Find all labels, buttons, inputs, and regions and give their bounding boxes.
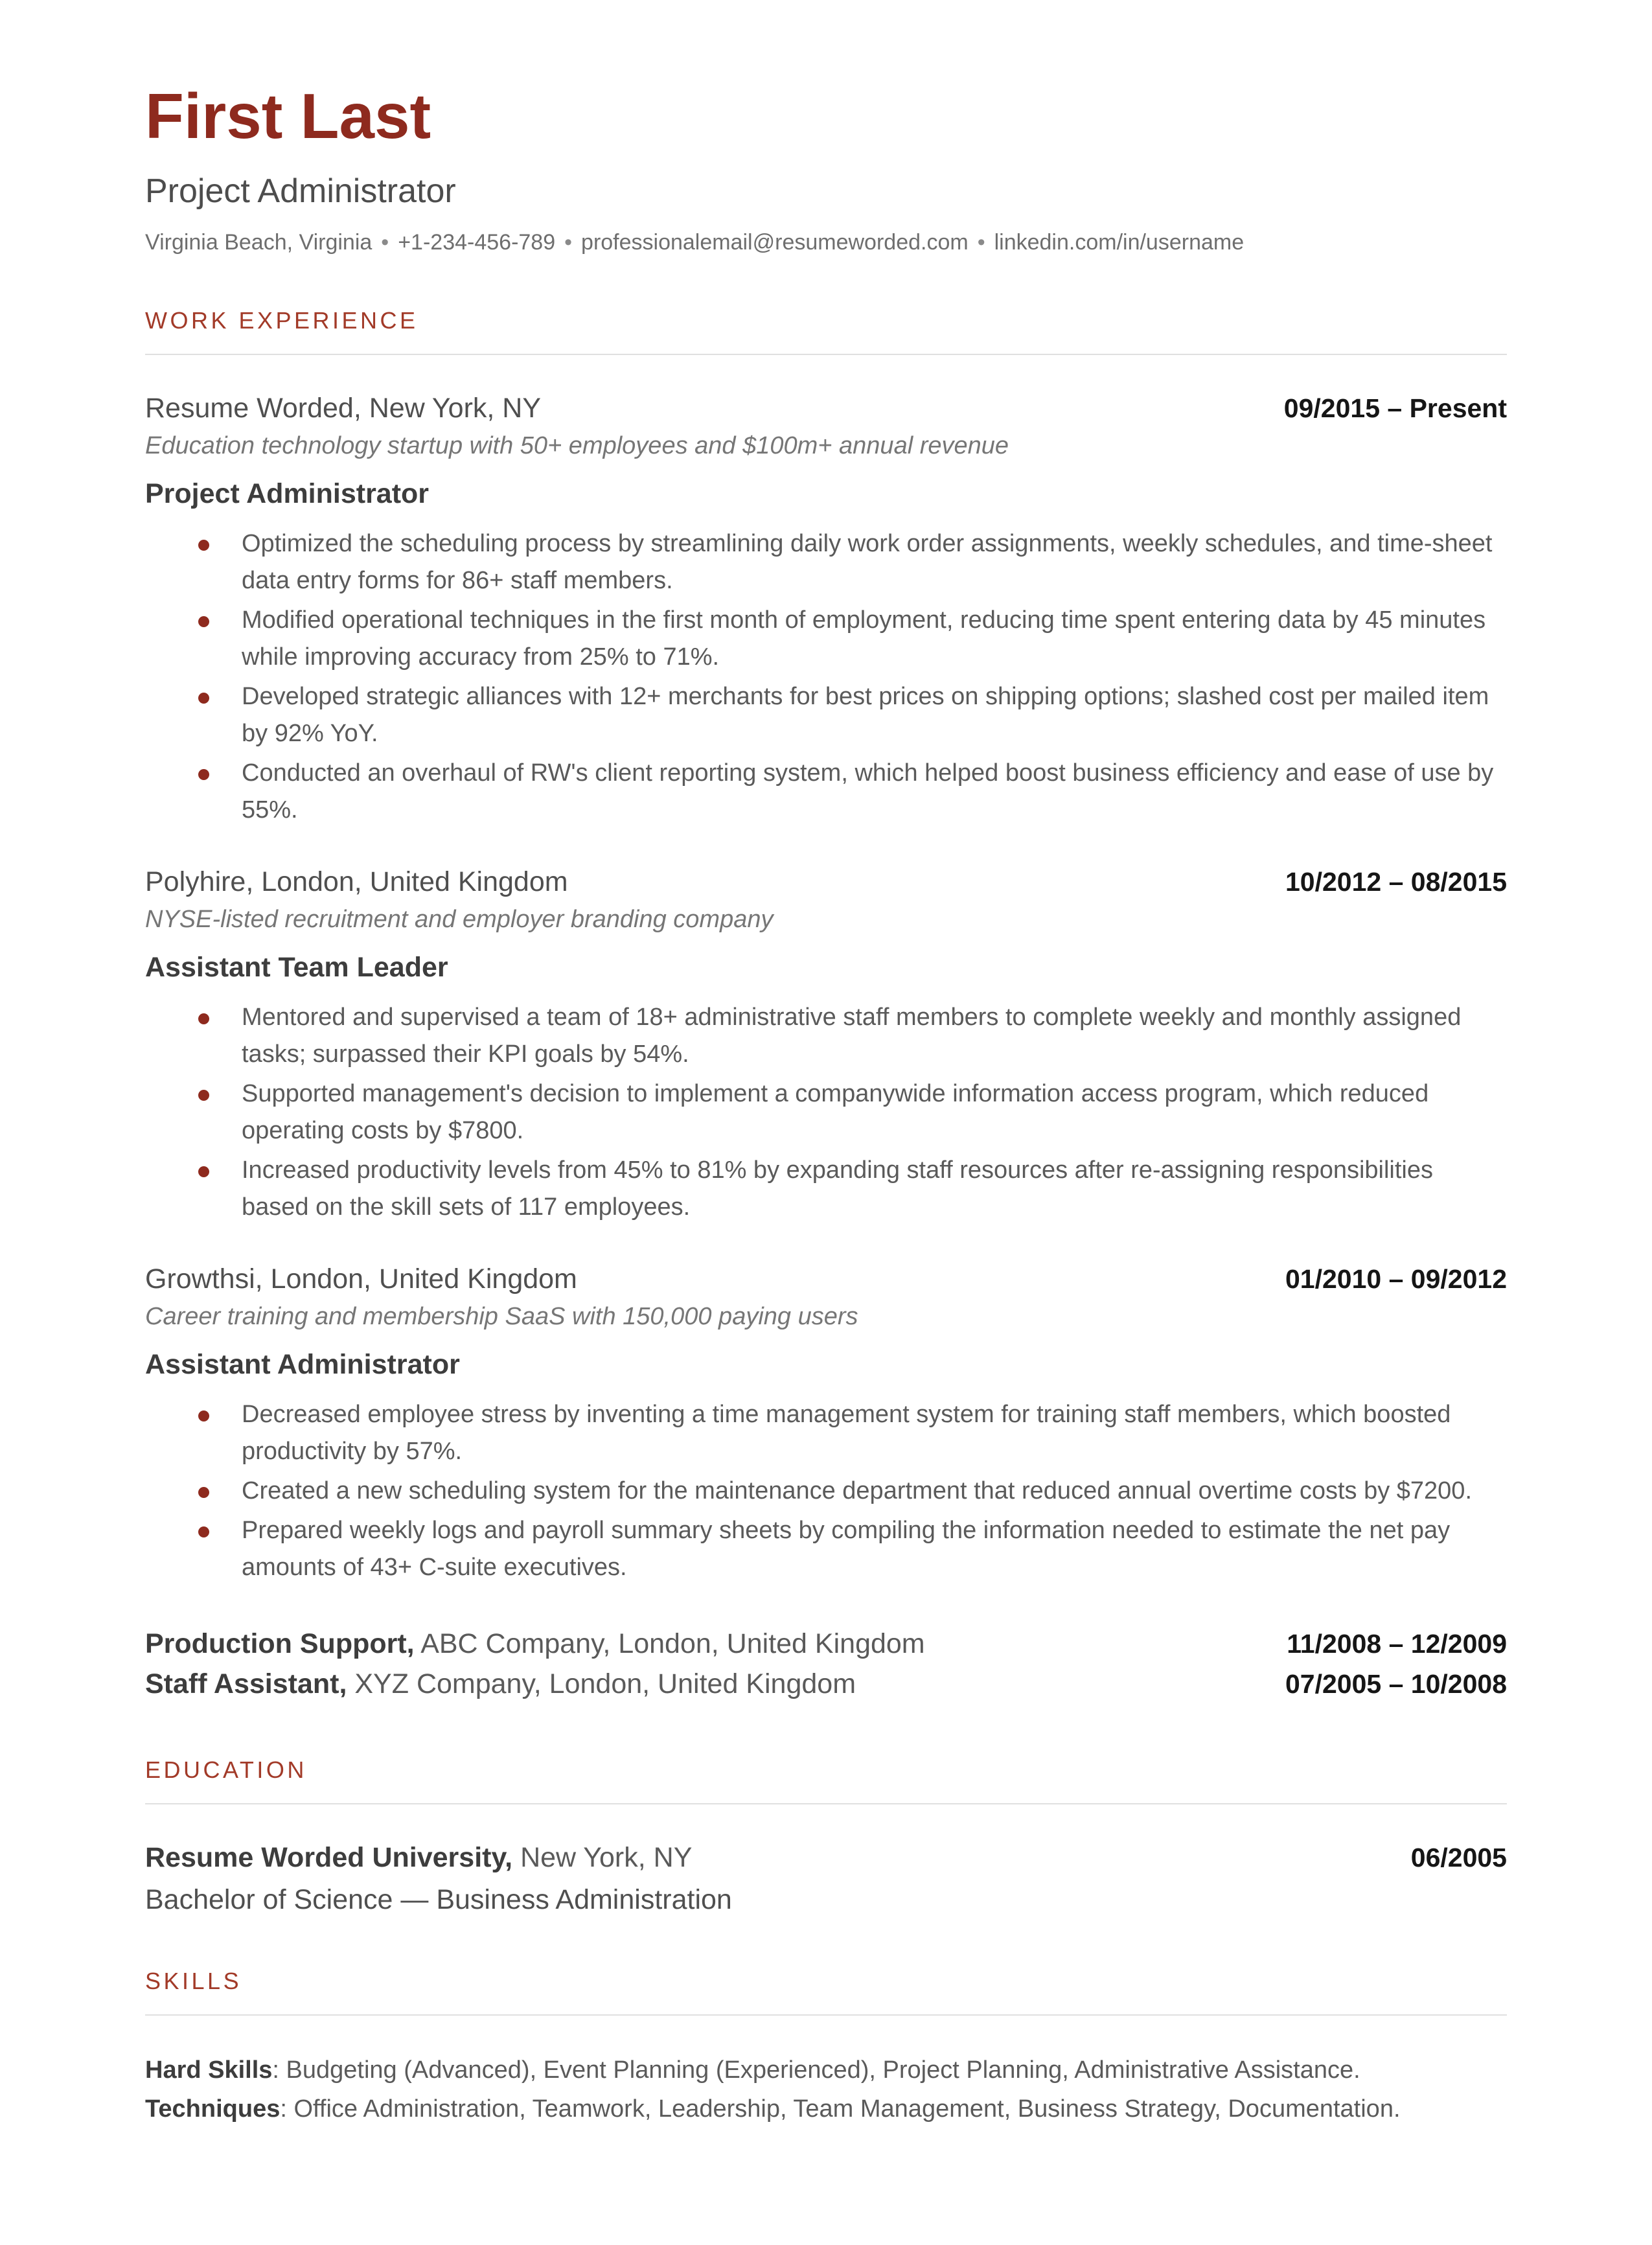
work-experience-heading: WORK EXPERIENCE [145, 306, 419, 334]
job-dates: 01/2010 – 09/2012 [1285, 1263, 1507, 1294]
person-name: First Last [145, 80, 431, 152]
company-description: Education technology startup with 50+ employees and $100m+ annual revenue [145, 432, 1009, 459]
job-title: Assistant Administrator [145, 1348, 460, 1380]
section-education [145, 1756, 1507, 1916]
bullet-item: Decreased employee stress by inventing a time management system for training staff members, which boosted productivity by 57%. [145, 1396, 1507, 1470]
degree: Bachelor of Science — Business Administration [145, 1883, 732, 1915]
job-dates: 11/2008 – 12/2009 [1287, 1628, 1507, 1659]
skill-category-label: Techniques [145, 2095, 281, 2123]
bullet-item: Conducted an overhaul of RW's client reporting system, which helped boost business efficiency and ease of use by 55%. [145, 755, 1507, 829]
job-title: Assistant Team Leader [145, 951, 448, 983]
person-title: Project Administrator [145, 172, 456, 210]
earlier-role-company: XYZ Company, London, United Kingdom [347, 1668, 856, 1700]
job-title: Project Administrator [145, 478, 430, 509]
contact-separator-dot: • [564, 229, 573, 255]
company-description: NYSE-listed recruitment and employer branding company [145, 905, 774, 933]
contact-phone: +1-234-456-789 [398, 229, 556, 255]
job-entry-header [145, 1263, 1507, 1295]
bullet-item: Optimized the scheduling process by streamlining daily work order assignments, weekly schedules, and time-sheet data entry forms for 86+ staff members. [145, 525, 1507, 599]
job-entry [145, 1263, 1507, 1586]
job-entry [145, 393, 1507, 829]
contact-separator-dot: • [977, 229, 985, 255]
job-bullet-list [145, 525, 1507, 829]
earlier-role-text [145, 1624, 925, 1664]
contact-separator-dot: • [381, 229, 389, 255]
bullet-item: Mentored and supervised a team of 18+ administrative staff members to complete weekly and monthly assigned tasks; surpassed their KPI goals by 54%. [145, 999, 1507, 1073]
job-dates: 09/2015 – Present [1283, 393, 1507, 423]
education-heading: EDUCATION [145, 1756, 307, 1783]
skill-row [145, 2051, 1507, 2090]
job-bullet-list [145, 999, 1507, 1226]
job-dates: 07/2005 – 10/2008 [1285, 1669, 1507, 1699]
skills-heading: SKILLS [145, 1967, 242, 1994]
job-entry-header [145, 866, 1507, 898]
skill-list: : Office Administration, Teamwork, Leadership, Team Management, Business Strategy, Documentation. [280, 2095, 1401, 2123]
contact-linkedin: linkedin.com/in/username [994, 229, 1245, 255]
skill-row [145, 2090, 1507, 2128]
skill-category-label: Hard Skills [145, 2056, 273, 2084]
earlier-role-title: Staff Assistant, [145, 1668, 347, 1700]
skills-block [145, 2051, 1507, 2128]
school-name-bold: Resume Worded University, [145, 1841, 513, 1873]
bullet-item: Supported management's decision to implement a companywide information access program, which reduced operating costs by $7800. [145, 1076, 1507, 1149]
section-skills [145, 1968, 1507, 2128]
company-name: Polyhire, London, United Kingdom [145, 866, 568, 897]
company-name: Resume Worded, New York, NY [145, 392, 542, 424]
job-bullet-list [145, 1396, 1507, 1586]
school-name [145, 1842, 692, 1874]
section-divider [145, 354, 1507, 355]
earlier-role-row [145, 1664, 1507, 1704]
contact-line [145, 230, 1507, 255]
bullet-item: Created a new scheduling system for the maintenance department that reduced annual overtime costs by $7200. [145, 1473, 1507, 1510]
section-divider [145, 1803, 1507, 1804]
school-location: New York, NY [512, 1841, 693, 1873]
contact-email: professionalemail@resumeworded.com [581, 229, 969, 255]
education-dates: 06/2005 [1410, 1842, 1507, 1872]
bullet-item: Prepared weekly logs and payroll summary sheets by compiling the information needed to estimate the net pay amounts of 43+ C-suite executives. [145, 1512, 1507, 1586]
section-divider [145, 2014, 1507, 2016]
company-name: Growthsi, London, United Kingdom [145, 1263, 577, 1295]
bullet-item: Modified operational techniques in the first month of employment, reducing time spent entering data by 45 minutes while improving accuracy from 25% to 71%. [145, 602, 1507, 676]
education-entry-header [145, 1842, 1507, 1874]
section-work-experience [145, 307, 1507, 1705]
job-entry [145, 866, 1507, 1226]
bullet-item: Developed strategic alliances with 12+ merchants for best prices on shipping options; slashed cost per mailed item by 92% YoY. [145, 678, 1507, 752]
bullet-item: Increased productivity levels from 45% to 81% by expanding staff resources after re-assigning responsibilities based on the skill sets of 117 employees. [145, 1152, 1507, 1226]
company-description: Career training and membership SaaS with 150,000 paying users [145, 1302, 858, 1330]
resume-header [145, 80, 1507, 255]
skill-list: : Budgeting (Advanced), Event Planning (Experienced), Project Planning, Administrative Assistance. [272, 2056, 1360, 2084]
job-dates: 10/2012 – 08/2015 [1285, 866, 1507, 897]
earlier-role-row [145, 1624, 1507, 1664]
earlier-role-company: ABC Company, London, United Kingdom [414, 1628, 925, 1659]
earlier-role-text [145, 1664, 856, 1704]
contact-location: Virginia Beach, Virginia [145, 229, 373, 255]
education-entry [145, 1842, 1507, 1916]
job-entry-header [145, 393, 1507, 424]
earlier-role-title: Production Support, [145, 1628, 415, 1659]
earlier-roles [145, 1624, 1507, 1705]
